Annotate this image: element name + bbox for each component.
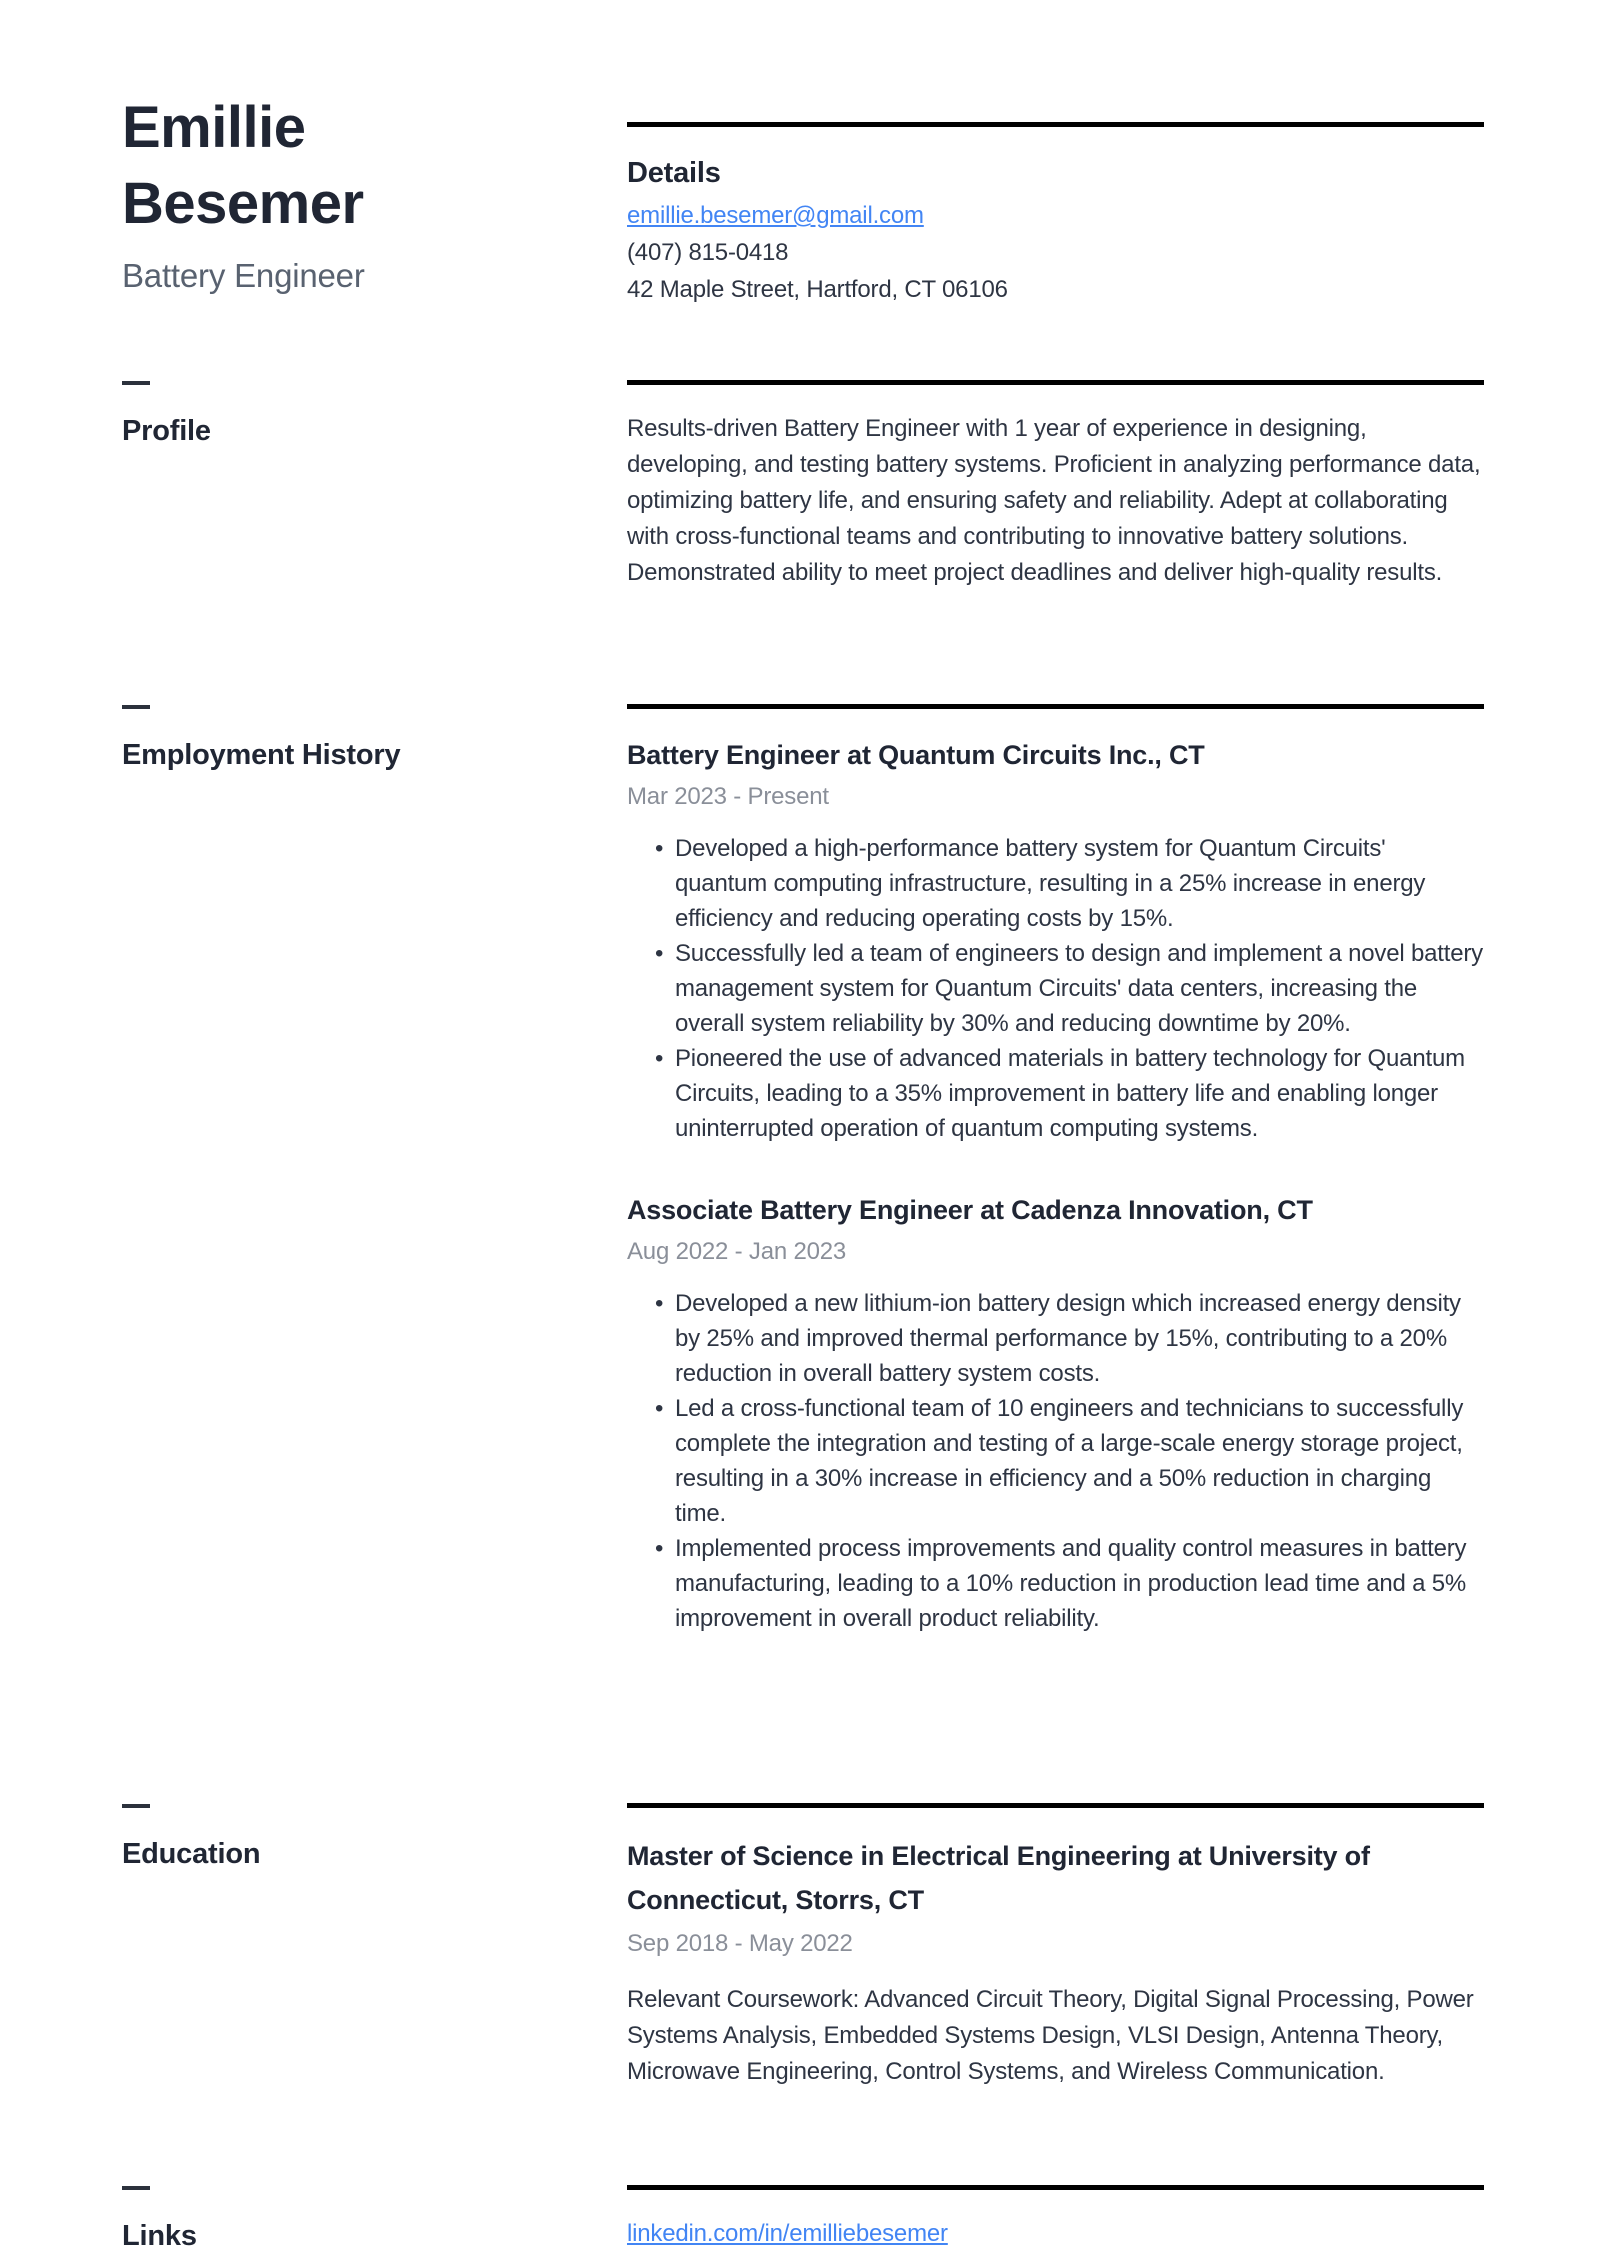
links-content (627, 2185, 1484, 2256)
job-title: Associate Battery Engineer at Cadenza Innovation, CT (627, 1195, 1313, 1225)
details-section (627, 90, 1484, 308)
job-bullet: • Led a cross-functional team of 10 engineers and technicians to successfully complete the integration and testing of a large-scale energy storage project, resulting in a 30% increase in efficiency and a 50% reduction in charging time. (627, 1391, 1484, 1531)
email-link[interactable]: emillie.besemer@gmail.com (627, 202, 924, 229)
profile-section (122, 380, 1484, 591)
email-row (627, 197, 1484, 234)
education-dates: Sep 2018 - May 2022 (627, 1930, 853, 1957)
employment-heading: Employment History (122, 739, 401, 771)
links-section (122, 2185, 1484, 2256)
links-left (122, 2185, 627, 2256)
degree-title: Master of Science in Electrical Engineering at University of Connecticut, Storrs, CT (627, 1841, 1370, 1915)
education-content (627, 1803, 1484, 2090)
section-rule (627, 704, 1484, 709)
profile-heading: Profile (122, 415, 211, 447)
education-heading: Education (122, 1838, 261, 1870)
profile-content (627, 380, 1484, 591)
first-name: Emillie (122, 95, 306, 160)
education-section (122, 1803, 1484, 2090)
job-entry (627, 1190, 1484, 1636)
employment-left (122, 704, 627, 1636)
linkedin-link[interactable]: linkedin.com/in/emilliebesemer (627, 2220, 948, 2247)
header-left (122, 90, 627, 308)
phone-number: (407) 815-0418 (627, 239, 789, 266)
header-section (122, 90, 1484, 308)
employment-content (627, 704, 1484, 1636)
profile-text: Results-driven Battery Engineer with 1 year of experience in designing, developing, and testing battery systems. Proficient in analyzing performance data, optimizing battery life, and ensuring safety and reliability. Adept at collaborating with cross-functional teams and contributing to innovative battery solutions. Demonstrated ability to meet project deadlines and deliver high-quality results. (627, 415, 1481, 586)
last-name: Besemer (122, 171, 364, 236)
job-bullet: • Pioneered the use of advanced materials in battery technology for Quantum Circuits, leading to a 35% improvement in battery life and enabling longer uninterrupted operation of quantum computing systems. (627, 1041, 1484, 1146)
details-rule (627, 122, 1484, 127)
linkedin-row (627, 2216, 1484, 2252)
address: 42 Maple Street, Hartford, CT 06106 (627, 276, 1008, 303)
name (122, 90, 627, 242)
job-entry (627, 735, 1484, 1146)
education-description: Relevant Coursework: Advanced Circuit Theory, Digital Signal Processing, Power Systems Analysis, Embedded Systems Design, VLSI Design, Antenna Theory, Microwave Engineering, Control Systems, and Wireless Communication. (627, 1986, 1474, 2085)
education-left (122, 1803, 627, 2090)
job-title-subtitle: Battery Engineer (122, 257, 365, 294)
section-dash (122, 381, 150, 385)
section-dash (122, 1804, 150, 1808)
section-dash (122, 2186, 150, 2190)
employment-section (122, 704, 1484, 1636)
section-rule (627, 380, 1484, 385)
section-rule (627, 2185, 1484, 2190)
job-dates: Aug 2022 - Jan 2023 (627, 1238, 847, 1265)
job-dates: Mar 2023 - Present (627, 783, 829, 810)
job-bullet: • Implemented process improvements and quality control measures in battery manufacturing, leading to a 10% reduction in production lead time and a 5% improvement in overall product reliability. (627, 1531, 1484, 1636)
job-bullet-list (627, 1286, 1484, 1636)
job-title: Battery Engineer at Quantum Circuits Inc., CT (627, 740, 1205, 770)
job-bullet: • Developed a high-performance battery system for Quantum Circuits' quantum computing infrastructure, resulting in a 25% increase in energy efficiency and reducing operating costs by 15%. (627, 831, 1484, 936)
profile-left (122, 380, 627, 591)
job-bullet-list (627, 831, 1484, 1146)
job-bullet: • Successfully led a team of engineers to design and implement a novel battery management system for Quantum Circuits' data centers, increasing the overall system reliability by 30% and reducing downtime by 20%. (627, 936, 1484, 1041)
section-rule (627, 1803, 1484, 1808)
links-heading: Links (122, 2220, 197, 2252)
details-heading: Details (627, 157, 721, 189)
job-bullet: • Developed a new lithium-ion battery design which increased energy density by 25% and improved thermal performance by 15%, contributing to a 20% reduction in overall battery system costs. (627, 1286, 1484, 1391)
section-dash (122, 705, 150, 709)
